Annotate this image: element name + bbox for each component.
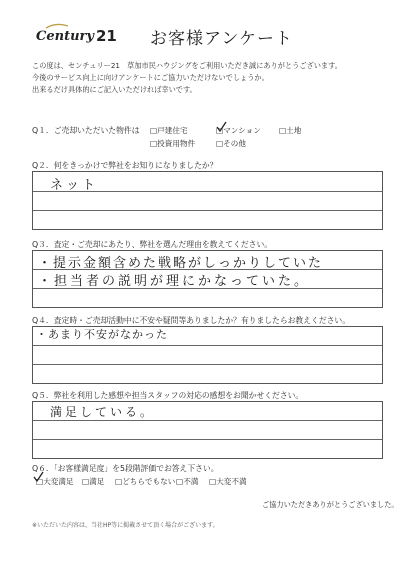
q4-answer-text: ・あまり不安がなかった — [36, 328, 168, 341]
q6-text-satisfied: 満足 — [89, 477, 105, 486]
footnote: ※いただいた内容は、当社HP等に掲載させて頂く場合がございます。 — [32, 522, 219, 529]
q2-rule-2 — [33, 210, 382, 211]
q6-text-very-dissatisfied: 大変不満 — [216, 477, 247, 486]
q3-label: Q３．査定・ご売却にあたり、弊社を選んだ理由を教えてください。 — [32, 240, 273, 249]
q5-answer-text: 満足している。 — [50, 405, 156, 419]
q1-option-investment[interactable]: □投資用物件 — [150, 139, 196, 148]
q6-box-dissatisfied: □ — [176, 477, 184, 486]
q1-label: Q１．ご売却いただいた物件は — [32, 126, 140, 135]
svg-text:Century: Century — [36, 29, 94, 44]
q6-box-very-dissatisfied: □ — [209, 477, 217, 486]
q6-text-very-satisfied: 大変満足 — [43, 477, 74, 486]
q1-option-land[interactable]: □土地 — [279, 126, 302, 135]
century21-logo-mark — [32, 18, 128, 52]
q6-option-very-dissatisfied[interactable] — [209, 476, 247, 487]
q6-text-neutral: どちらでもない — [122, 477, 176, 486]
q6-text-dissatisfied: 不満 — [183, 477, 199, 486]
q3-answer-text-1: ・提示金額含めた戦略がしっかりしていた — [38, 256, 324, 271]
q6-option-satisfied[interactable] — [82, 476, 104, 487]
q6-option-neutral[interactable] — [115, 476, 175, 487]
intro-line-1: この度は、センチュリー21 草加市民ハウジングをご利用いただき誠にありがとうございます。 — [32, 61, 342, 70]
century21-logo — [32, 18, 128, 52]
q6-check-mark-icon — [32, 471, 44, 483]
q5-rule-1 — [33, 420, 382, 421]
q1-option-other[interactable]: □その他 — [216, 139, 246, 148]
q6-label: Q６．「お客様満足度」を5段階評価でお答え下さい。 — [32, 464, 219, 473]
q4-rule-2 — [33, 364, 382, 365]
q6-box-satisfied: □ — [82, 477, 90, 486]
q5-rule-2 — [33, 439, 382, 440]
svg-text:21: 21 — [96, 27, 117, 45]
q4-rule-1 — [33, 345, 382, 346]
q1-option-detached-house[interactable]: □戸建住宅 — [150, 126, 188, 135]
q6-box-neutral: □ — [115, 477, 123, 486]
q4-label: Q４．査定時・ご売却活動中に不安や疑問等ありましたか？有りましたらお教えください。 — [32, 316, 351, 325]
thank-you-text: ご協力いただきありがとうございました。 — [262, 500, 399, 509]
q1-check-mark-icon — [215, 121, 227, 133]
q6-option-dissatisfied[interactable] — [176, 476, 198, 487]
q2-label: Q２．何をきっかけで弊社をお知りになりましたか？ — [32, 161, 218, 170]
intro-line-2: 今後のサービス向上に向けアンケートにご協力いただけないでしょうか。 — [32, 73, 269, 82]
intro-line-3: 出来るだけ具体的にご記入いただければ幸いです。 — [32, 85, 197, 94]
q2-answer-text: ネット — [50, 178, 99, 193]
page-title: お客様アンケート — [150, 29, 293, 49]
q6-box-very-satisfied: □ — [36, 477, 44, 486]
q3-answer-text-2: ・担当者の説明が理にかなっていた。 — [38, 274, 311, 289]
q1-option-apartment[interactable]: □マンション — [216, 126, 261, 135]
q5-label: Q５．弊社を利用した感想や担当スタッフの対応の感想をお聞かせください。 — [32, 391, 304, 400]
